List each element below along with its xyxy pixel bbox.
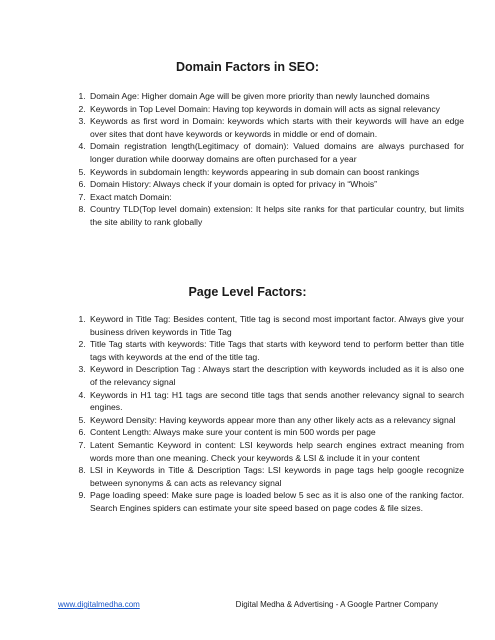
- list-item: 8. Country TLD(Top level domain) extension: It helps site ranks for that particular country, but limits the site ability to rank globally: [88, 203, 464, 228]
- page-level-factors-heading: Page Level Factors:: [188, 285, 307, 299]
- list-item: 5. Keywords in subdomain length: keywords appearing in sub domain can boost rankings: [88, 166, 464, 179]
- list-item: 2. Title Tag starts with keywords: Title Tags that starts with keyword tend to perform better than title tags with keywords at the end of the title tag.: [88, 338, 464, 363]
- list-item: 3. Keyword in Description Tag : Always start the description with keywords included as it is also one of the relevancy signal: [88, 363, 464, 388]
- domain-factors-heading: Domain Factors in SEO:: [175, 60, 320, 74]
- list-item: 7. Exact match Domain:: [88, 191, 464, 204]
- page-footer: [58, 600, 438, 609]
- list-item: 2. Keywords in Top Level Domain: Having top keywords in domain will acts as signal relevancy: [88, 103, 464, 116]
- list-item: 4. Domain registration length(Legitimacy of domain): Valued domains are always purchased for longer duration while doorway domains are often purchased for a year: [88, 140, 464, 165]
- list-item: 4. Keywords in H1 tag: H1 tags are second title tags that sends another relevancy signal to search engines.: [88, 389, 464, 414]
- list-item: 1. Keyword in Title Tag: Besides content, Title tag is second most important factor. Always give your business driven keywords in Title Tag: [88, 313, 464, 338]
- list-item: 6. Domain History: Always check if your domain is opted for privacy in “Whois”: [88, 178, 464, 191]
- domain-factors-list: [64, 90, 464, 229]
- list-item: 5. Keyword Density: Having keywords appear more than any other likely acts as a relevancy signal: [88, 414, 464, 427]
- footer-company: Digital Medha & Advertising - A Google Partner Company: [235, 600, 438, 609]
- list-item: 8. LSI in Keywords in Title & Description Tags: LSI keywords in page tags help google recognize between synonyms & can acts as relevancy signal: [88, 464, 464, 489]
- list-item: 7. Latent Semantic Keyword in content: LSI keywords help search engines extract meaning from words more than one meaning. Check your keywords & LSI & include it in your content: [88, 439, 464, 464]
- list-item: 3. Keywords as first word in Domain: keywords which starts with their keywords will have an edge over sites that dont have keywords or keywords in middle or end of domain.: [88, 115, 464, 140]
- list-item: 9. Page loading speed: Make sure page is loaded below 5 sec as it is also one of the ranking factor. Search Engines spiders can estimate your site speed based on page codes & file sizes.: [88, 489, 464, 514]
- list-item: 1. Domain Age: Higher domain Age will be given more priority than newly launched domains: [88, 90, 464, 103]
- list-item: 6. Content Length: Always make sure your content is min 500 words per page: [88, 426, 464, 439]
- page-level-factors-list: [64, 313, 464, 515]
- website-link[interactable]: www.digitalmedha.com: [58, 600, 140, 609]
